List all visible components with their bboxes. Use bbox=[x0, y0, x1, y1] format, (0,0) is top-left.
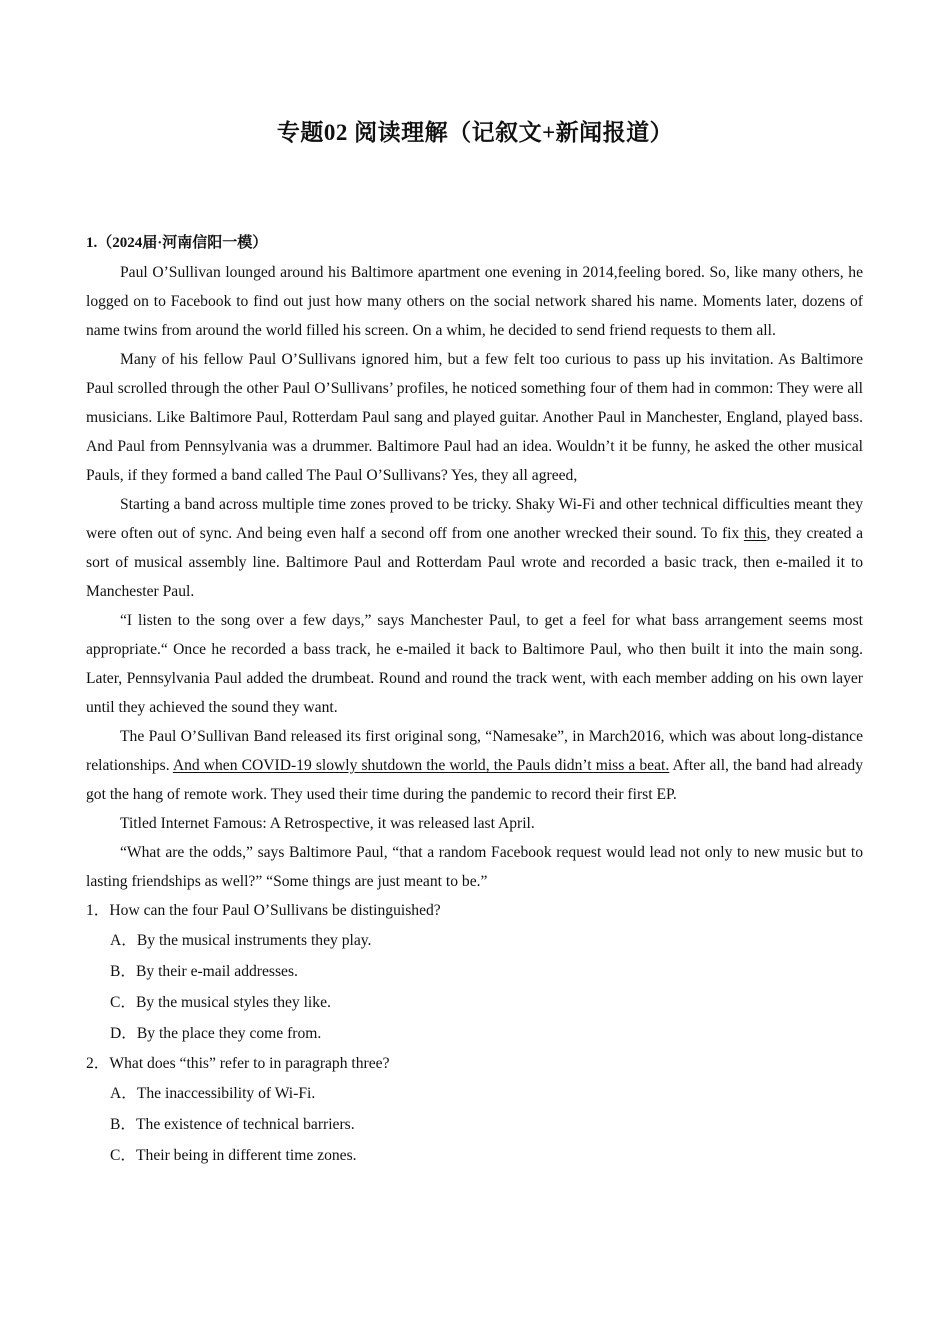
passage-content bbox=[86, 229, 863, 1171]
answer-option: B．The existence of technical barriers. bbox=[110, 1116, 355, 1133]
passage-paragraph-1: Paul O’Sullivan lounged around his Baltimore apartment one evening in 2014,feeling bored. So, like many others, he logged on to Facebook to find out just how many others on the social network shared his name. Moments later, dozens of name twins from around the world filled his screen. On a whim, he decided to send friend requests to them all. bbox=[86, 264, 863, 339]
paragraph-3-text-b: , they created a sort of musical assembly line. Baltimore Paul and Rotterdam Paul wrote and recorded a basic track, then e-mailed it to Manchester Paul. bbox=[86, 525, 863, 600]
question-source: 1.（2024届·河南信阳一模） bbox=[86, 235, 268, 251]
answer-option: B．By their e-mail addresses. bbox=[110, 963, 298, 980]
question-block-1 bbox=[86, 896, 863, 1049]
paragraph-5-text-a: The Paul O’Sullivan Band released its first original song, “Namesake”, in March2016, which was about long-distance relationships. bbox=[86, 728, 863, 774]
underlined-word-this: this bbox=[743, 525, 767, 542]
paragraph-3-text-a: Starting a band across multiple time zones proved to be tricky. Shaky Wi-Fi and other technical difficulties meant they were often out of sync. And being even half a second off from one another wrecked their sound. To fix bbox=[86, 496, 863, 542]
passage-paragraph-2: Many of his fellow Paul O’Sullivans ignored him, but a few felt too curious to pass up his invitation. As Baltimore Paul scrolled through the other Paul O’Sullivans’ profiles, he noticed something four of them had in common: They were all musicians. Like Baltimore Paul, Rotterdam Paul sang and played guitar. Another Paul in Manchester, England, played bass. And Paul from Pennsylvania was a drummer. Baltimore Paul had an idea. Wouldn’t it be funny, he asked the other musical Pauls, if they formed a band called The Paul O’Sullivans? Yes, they all agreed, bbox=[86, 351, 863, 484]
answer-option: C．Their being in different time zones. bbox=[110, 1147, 357, 1164]
paragraph-5-text-b: After all, the band had already got the hang of remote work. They used their time during the pandemic to record their first EP. bbox=[86, 757, 863, 803]
answer-option: A．By the musical instruments they play. bbox=[110, 932, 372, 949]
answer-option: A．The inaccessibility of Wi-Fi. bbox=[110, 1085, 316, 1102]
answer-option: D．By the place they come from. bbox=[110, 1025, 322, 1042]
passage-paragraph-7: “What are the odds,” says Baltimore Paul, “that a random Facebook request would lead not only to new music but to lasting friendships as well?” “Some things are just meant to be.” bbox=[86, 844, 863, 890]
question-stem: 1．How can the four Paul O’Sullivans be distinguished? bbox=[86, 902, 441, 919]
passage-paragraph-5 bbox=[86, 722, 863, 809]
passage-paragraph-3 bbox=[86, 490, 863, 606]
question-stem: 2．What does “this” refer to in paragraph three? bbox=[86, 1055, 390, 1072]
passage-paragraph-6: Titled Internet Famous: A Retrospective, it was released last April. bbox=[120, 815, 535, 832]
answer-option: C．By the musical styles they like. bbox=[110, 994, 331, 1011]
underlined-sentence: And when COVID-19 slowly shutdown the world, the Pauls didn’t miss a beat. bbox=[172, 757, 670, 774]
question-block-2 bbox=[86, 1049, 863, 1171]
page-title: 专题02 阅读理解（记叙文+新闻报道） bbox=[276, 120, 674, 145]
passage-paragraph-4: “I listen to the song over a few days,” says Manchester Paul, to get a feel for what bass arrangement seems most appropriate.“ Once he recorded a bass track, he e-mailed it back to Baltimore Paul, who then built it into the main song. Later, Pennsylvania Paul added the drumbeat. Round and round the track went, with each member adding on his own layer until they achieved the sound they want. bbox=[86, 612, 863, 716]
